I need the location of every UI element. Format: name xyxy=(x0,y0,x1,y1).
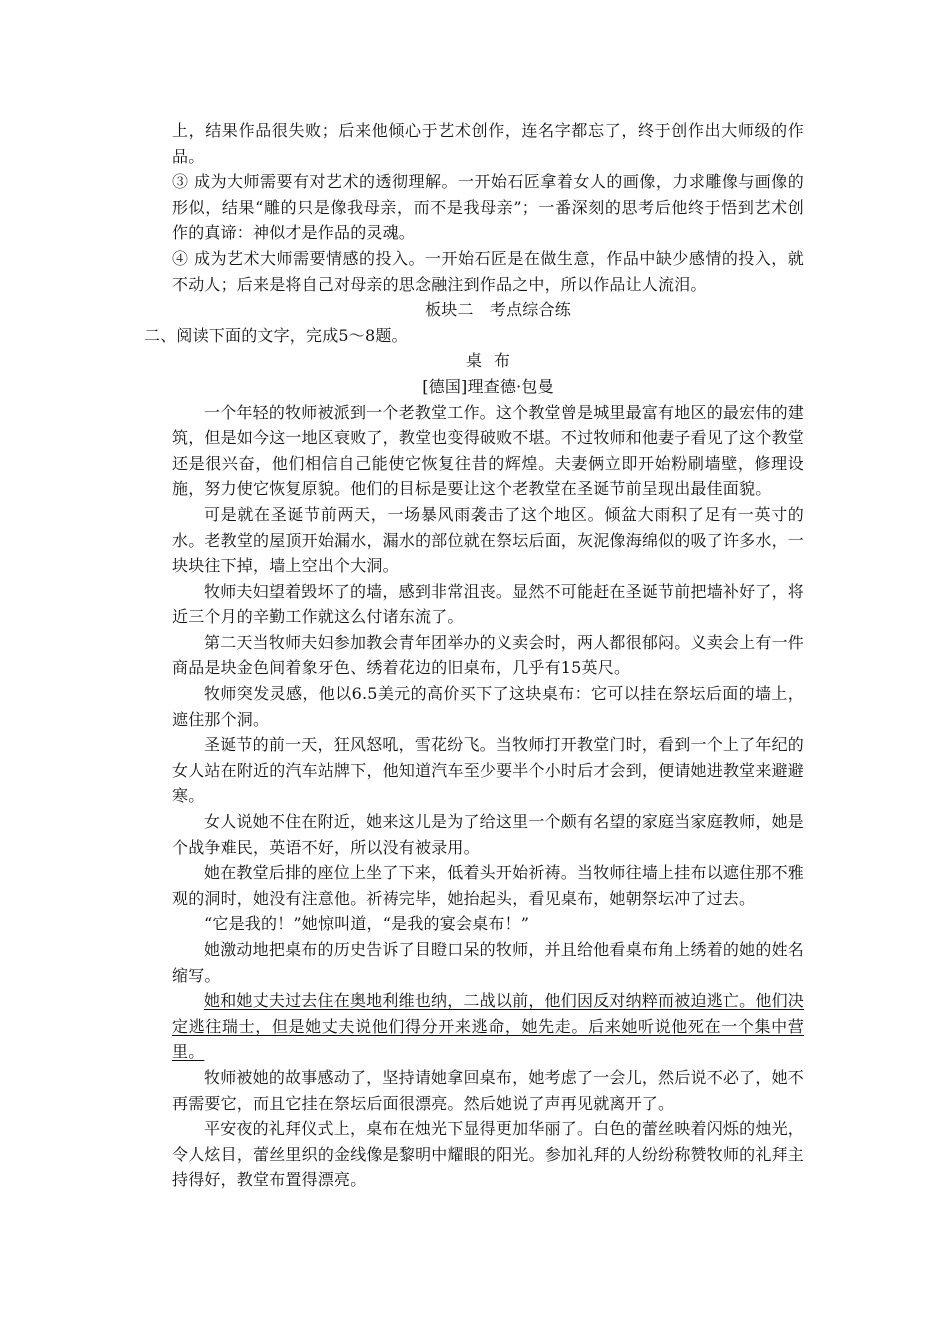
article-author: [德国]理查德·包曼 xyxy=(422,376,554,396)
article-paragraph: 第二天当牧师夫妇参加教会青年团举办的义卖会时，两人都很郁闷。义卖会上有一件商品是块金色间着象牙色、绣着花边的旧桌布，几乎有15英尺。 xyxy=(172,632,804,678)
answer-point-4: ④ 成为艺术大师需要情感的投入。一开始石匠是在做生意，作品中缺少感情的投入，就不动人；后来是将自己对母亲的思念融注到作品之中，所以作品让人流泪。 xyxy=(172,248,804,294)
article-paragraph: “它是我的！”她惊叫道，“是我的宴会桌布！” xyxy=(204,914,530,934)
answer-continuation-line: 上，结果作品很失败；后来他倾心于艺术创作，连名字都忘了，终于创作出大师级的作品。 xyxy=(172,121,804,166)
article-paragraph: 一个年轻的牧师被派到一个老教堂工作。这个教堂曾是城里最富有地区的最宏伟的建筑，但是如今这一地区衰败了，教堂也变得破败不堪。不过牧师和他妻子看见了这个教堂还是很兴奋，他们相信自己能使它恢复往昔的辉煌。夫妻俩立即开始粉刷墙壁，修理设施，努力使它恢复原貌。他们的目标是要让这个老教堂在圣诞节前呈现出最佳面貌。 xyxy=(172,402,804,499)
page-content xyxy=(144,118,804,1193)
article-paragraph: 平安夜的礼拜仪式上，桌布在烛光下显得更加华丽了。白色的蕾丝映着闪烁的烛光，令人炫目，蕾丝里织的金线像是黎明中耀眼的阳光。参加礼拜的人纷纷称赞牧师的礼拜主持得好，教堂布置得漂亮。 xyxy=(172,1119,804,1190)
article-paragraph: 牧师被她的故事感动了，坚持请她拿回桌布，她考虑了一会儿，然后说不必了，她不再需要它，而且它挂在祭坛后面很漂亮。然后她说了声再见就离开了。 xyxy=(172,1067,804,1113)
article-paragraph: 圣诞节的前一天，狂风怒吼，雪花纷飞。当牧师打开教堂门时，看到一个上了年纪的女人站在附近的汽车站牌下，他知道汽车至少要半个小时后才会到，便请她进教堂来避避寒。 xyxy=(172,735,804,806)
question-intro: 二、阅读下面的文字，完成5～8题。 xyxy=(144,325,408,345)
article-paragraph: 牧师夫妇望着毁坏了的墙，感到非常沮丧。显然不可能赶在圣诞节前把墙补好了，将近三个月的辛勤工作就这么付诸东流了。 xyxy=(172,581,804,627)
article-paragraph: 她激动地把桌布的历史告诉了目瞪口呆的牧师，并且给他看桌布角上绣着的她的姓名缩写。 xyxy=(172,940,804,985)
article-paragraph: 女人说她不住在附近，她来这儿是为了给这里一个颇有名望的家庭当家庭教师，她是个战争难民，英语不好，所以没有被录用。 xyxy=(172,812,804,857)
article-paragraph: 她在教堂后排的座位上坐了下来，低着头开始祈祷。当牧师往墙上挂布以遮住那不雅观的洞时，她没有注意他。祈祷完毕，她抬起头，看见桌布，她朝祭坛冲了过去。 xyxy=(172,863,804,908)
underlined-passage: 她和她丈夫过去住在奥地利维也纳，二战以前，他们因反对纳粹而被迫逃亡。他们决定逃往瑞士，但是她丈夫说他们得分开来逃命，她先走。后来她听说他死在一个集中营里。 xyxy=(172,991,804,1062)
section-heading: 板块二 考点综合练 xyxy=(425,300,571,320)
article-title: 桌布 xyxy=(465,351,522,371)
article-paragraph: 牧师突发灵感，他以6.5美元的高价买下了这块桌布：它可以挂在祭坛后面的墙上，遮住那个洞。 xyxy=(172,684,804,729)
answer-point-3: ③ 成为大师需要有对艺术的透彻理解。一开始石匠拿着女人的画像，力求雕像与画像的形似，结果“雕的只是像我母亲，而不是我母亲”；一番深刻的思考后他终于悟到艺术创作的真谛：神似才是作品的灵魂。 xyxy=(172,172,804,243)
article-paragraph: 可是就在圣诞节前两天，一场暴风雨袭击了这个地区。倾盆大雨积了足有一英寸的水。老教堂的屋顶开始漏水，漏水的部位就在祭坛后面，灰泥像海绵似的吸了许多水，一块块往下掉，墙上空出个大洞。 xyxy=(172,504,804,576)
underlined-paragraph xyxy=(172,988,804,1065)
